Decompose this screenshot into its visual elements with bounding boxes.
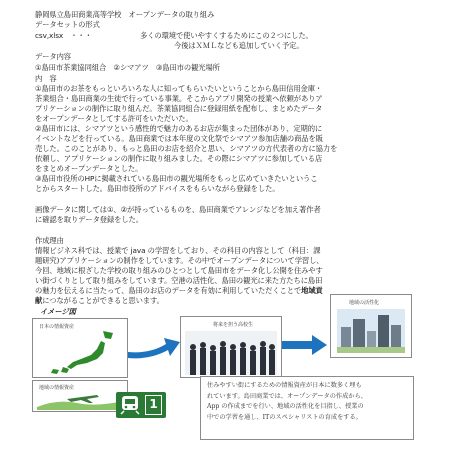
content-line: をオープンデータとしてする許可をいただいた。 <box>35 114 193 123</box>
description-line: App の作成までを行い、地域の活性化を目指し、授業の <box>207 403 364 410</box>
format-value: csv,xlsx ・・・ <box>35 31 92 40</box>
reason-emphasis: 献 <box>35 296 43 305</box>
content-line: ②島田市には、シマアツという感性的で魅力のあるお店が集まった団体があり、定期的に <box>35 124 323 133</box>
caption-revital: 地域の活性化 <box>349 300 380 306</box>
route-number: 1 <box>145 395 162 415</box>
reason-emphasis: 地域貢 <box>301 286 323 295</box>
content-line: ①島田市のお茶をもっといろいろな人に知ってもらいたいということから島田信用金庫・ <box>35 84 323 93</box>
description-line: 住みやすい街にするための情報資産が日本に数多く埋も <box>207 382 362 389</box>
reason-heading: 作成理由 <box>35 236 64 245</box>
revitalization-panel <box>330 294 412 358</box>
diagram-heading: イメージ図 <box>40 307 76 316</box>
reason-line <box>35 286 323 295</box>
content-line: 売した。このことがあり、もっと島田のお店を紹介と思い、シマアツの方代表者の方に協力を <box>35 144 338 153</box>
content-items: ①島田市茶業協同組合 ②シマアツ ③島田市の観光場所 <box>35 63 220 72</box>
content-line: ③島田市役所のHPに掲載されている島田市の観光場所をもっと広めていきたいというこ <box>35 174 318 183</box>
content-heading: データ内容 <box>35 52 71 61</box>
arrow-right-icon <box>126 330 182 360</box>
description-line: れています。島田商業では、オープンデータの作成から、 <box>207 392 367 400</box>
students-panel <box>180 316 282 378</box>
airplane-icon <box>37 391 123 410</box>
format-note: 多くの環境で使いやすくするためにこの２つにした。 <box>140 31 313 40</box>
reason-line: 題研究)アプリケーションの制作をしています。その中でオープンデータについて学習し、 <box>35 256 324 265</box>
content-line: をまとめオープンデータとした。 <box>35 164 143 173</box>
image-note: に確認を取りデータ登録をした。 <box>35 215 143 224</box>
reason-line: 今回、地域に根ざした学校の取り組みのひとつとして島田市をデータ化し公開を住みやす <box>35 266 323 275</box>
image-note: 画像データに関しては①、②が持っているものを、島田商業でアレンジなどを加え著作者 <box>35 205 321 214</box>
content-line: イベントなどを行っている。島田商業では本年度の文化祭でシマアツ参加店舗の商品を販 <box>35 134 323 143</box>
reason-text: の魅力を伝えるに当たって、島田のお店のデータを有効に利用していただくことで <box>35 286 302 295</box>
description-panel <box>200 376 414 440</box>
content-line: 茶業組合・島田商業の生徒で行っている事業。そこからアプリ開発の授業へ依頼がありア <box>35 94 323 103</box>
caption-city: 将来を担う高校生 <box>213 322 254 328</box>
reason-line: 情報ビジネス科では、授業で java の学習をしており、その科目の内容として（科目：課 <box>35 246 321 255</box>
local-panel <box>32 380 128 412</box>
content-line: とからスタートした。島田市役所のアドバイスをもらいながら登録をした。 <box>35 184 280 193</box>
crowd-icon <box>185 331 277 375</box>
japan-panel <box>32 318 128 378</box>
reason-line <box>35 296 164 305</box>
document-title: 静岡県立島田商業高等学校 オープンデータの取り組み <box>35 10 215 19</box>
caption-local: 地域の情報資産 <box>39 385 75 391</box>
description-line: 中での学習を通し、ITのスペシャリストの育成をする。 <box>207 413 362 421</box>
cityscape-icon <box>337 309 405 353</box>
content-line: プリケーションの制作に取り組んだ。茶業協同組合に登録用紙を配布し、まとめたデータ <box>35 104 323 113</box>
train-icon <box>119 395 141 415</box>
reason-text: につながることができると思います。 <box>42 296 164 305</box>
japan-map-icon <box>41 329 121 375</box>
content-label: 内 容 <box>35 74 57 83</box>
format-heading: データセットの形式 <box>35 20 100 29</box>
station-sign <box>116 392 166 418</box>
arrow-right-icon <box>282 334 328 356</box>
content-line: 依頼し、アプリケーションの制作に取り組みました。その際にシマアツに参加している店 <box>35 154 323 163</box>
reason-line: い街づくりとして取り組みをしています。空港の活性化、島田の観光に来た方たちに島田 <box>35 276 323 285</box>
caption-japan: 日本の情報資産 <box>39 324 75 330</box>
format-note: 今後はＸＭＬなども追加していく予定。 <box>174 41 304 50</box>
